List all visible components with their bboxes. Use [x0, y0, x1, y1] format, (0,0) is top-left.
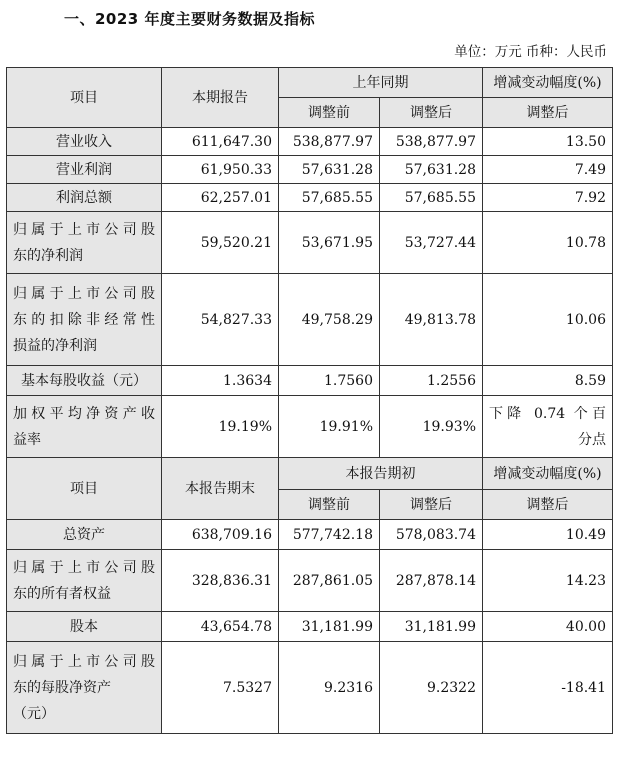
cell-before: 577,742.18	[279, 520, 380, 550]
cell-after: 538,877.97	[380, 128, 483, 156]
cell-before: 19.91%	[279, 396, 380, 458]
table-row	[7, 128, 613, 156]
cell-after: 57,685.55	[380, 184, 483, 212]
header-period-start-group: 本报告期初	[279, 458, 483, 490]
cell-change: 10.06	[483, 274, 613, 366]
cell-current: 54,827.33	[162, 274, 279, 366]
header-prior-year-group: 上年同期	[279, 68, 483, 98]
cell-before: 57,685.55	[279, 184, 380, 212]
cell-before: 53,671.95	[279, 212, 380, 274]
header-after-adjustment: 调整后	[380, 98, 483, 128]
cell-before: 538,877.97	[279, 128, 380, 156]
cell-after: 19.93%	[380, 396, 483, 458]
cell-before: 287,861.05	[279, 550, 380, 612]
cell-current: 1.3634	[162, 366, 279, 396]
cell-current: 61,950.33	[162, 156, 279, 184]
header-item: 项目	[7, 458, 162, 520]
header-change-after: 调整后	[483, 98, 613, 128]
cell-after: 9.2322	[380, 642, 483, 734]
row-label: 归属于上市公司股 东的扣除非经常性 损益的净利润	[7, 274, 162, 366]
cell-before: 31,181.99	[279, 612, 380, 642]
table-row	[7, 156, 613, 184]
cell-current: 43,654.78	[162, 612, 279, 642]
table-row	[7, 520, 613, 550]
section-title: 一、2023 年度主要财务数据及指标	[64, 10, 315, 28]
financial-data-table	[6, 67, 613, 734]
cell-before: 57,631.28	[279, 156, 380, 184]
cell-after: 57,631.28	[380, 156, 483, 184]
header-item: 项目	[7, 68, 162, 128]
cell-current: 19.19%	[162, 396, 279, 458]
cell-current: 328,836.31	[162, 550, 279, 612]
row-label: 总资产	[7, 520, 162, 550]
row-label: 归属于上市公司股 东的每股净资产 （元）	[7, 642, 162, 734]
header-period-end: 本报告期末	[162, 458, 279, 520]
row-label: 归属于上市公司股 东的净利润	[7, 212, 162, 274]
table-row	[7, 274, 613, 366]
cell-current: 611,647.30	[162, 128, 279, 156]
cell-before: 1.7560	[279, 366, 380, 396]
cell-current: 638,709.16	[162, 520, 279, 550]
cell-current: 59,520.21	[162, 212, 279, 274]
header-after-adjustment: 调整后	[380, 490, 483, 520]
header-change-group: 增减变动幅度(%)	[483, 458, 613, 490]
cell-change: 13.50	[483, 128, 613, 156]
cell-after: 287,878.14	[380, 550, 483, 612]
row-label: 营业利润	[7, 156, 162, 184]
header-before-adjustment: 调整前	[279, 98, 380, 128]
cell-before: 49,758.29	[279, 274, 380, 366]
cell-change: 40.00	[483, 612, 613, 642]
cell-after: 1.2556	[380, 366, 483, 396]
cell-change: -18.41	[483, 642, 613, 734]
row-label: 加权平均净资产收 益率	[7, 396, 162, 458]
cell-change: 7.92	[483, 184, 613, 212]
cell-change: 7.49	[483, 156, 613, 184]
header-change-group: 增减变动幅度(%)	[483, 68, 613, 98]
cell-after: 578,083.74	[380, 520, 483, 550]
unit-currency-note: 单位：万元 币种：人民币	[454, 44, 607, 60]
row-label: 归属于上市公司股 东的所有者权益	[7, 550, 162, 612]
cell-after: 31,181.99	[380, 612, 483, 642]
row-label: 基本每股收益（元）	[7, 366, 162, 396]
table-row	[7, 184, 613, 212]
cell-before: 9.2316	[279, 642, 380, 734]
table-row	[7, 612, 613, 642]
table-row	[7, 550, 613, 612]
cell-change: 下降 0.74 个百 分点	[483, 396, 613, 458]
header-before-adjustment: 调整前	[279, 490, 380, 520]
table-row	[7, 212, 613, 274]
cell-after: 53,727.44	[380, 212, 483, 274]
cell-current: 7.5327	[162, 642, 279, 734]
row-label: 股本	[7, 612, 162, 642]
cell-change: 8.59	[483, 366, 613, 396]
cell-after: 49,813.78	[380, 274, 483, 366]
row-label: 营业收入	[7, 128, 162, 156]
cell-change: 10.49	[483, 520, 613, 550]
table-row	[7, 642, 613, 734]
cell-change: 10.78	[483, 212, 613, 274]
table-row	[7, 396, 613, 458]
table-row	[7, 366, 613, 396]
header-current-period: 本期报告	[162, 68, 279, 128]
header-change-after: 调整后	[483, 490, 613, 520]
row-label: 利润总额	[7, 184, 162, 212]
cell-change: 14.23	[483, 550, 613, 612]
cell-current: 62,257.01	[162, 184, 279, 212]
